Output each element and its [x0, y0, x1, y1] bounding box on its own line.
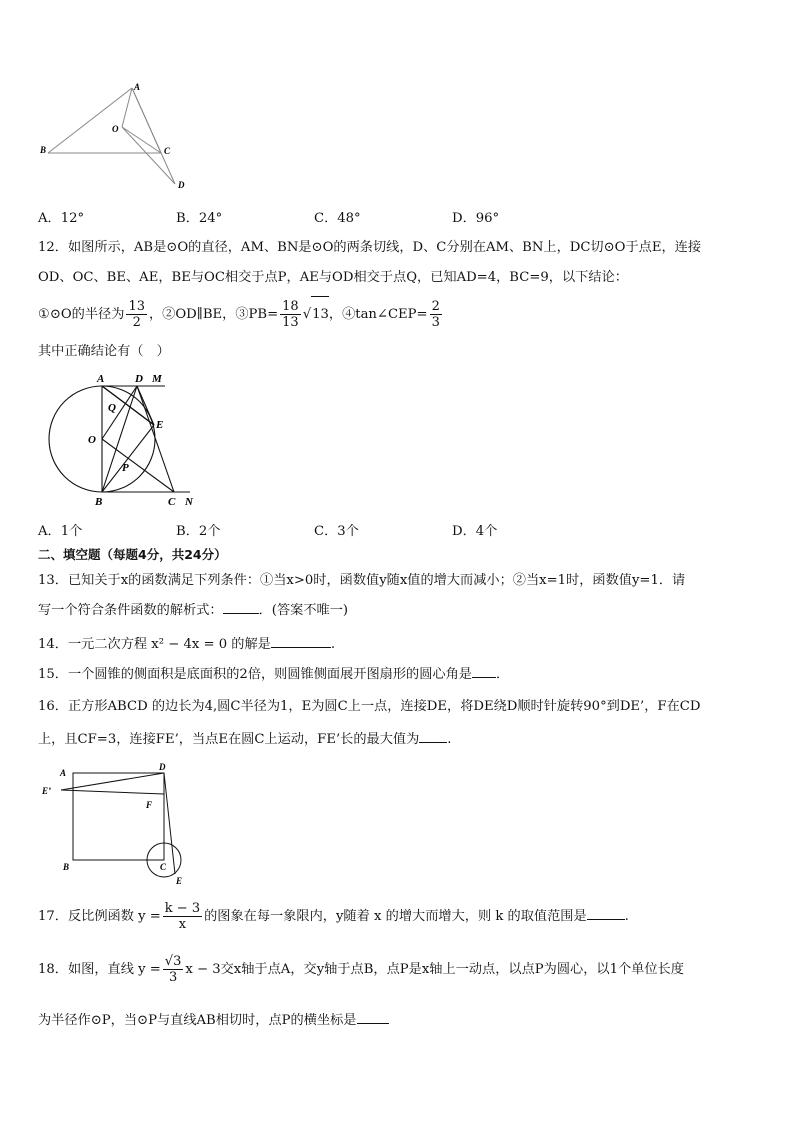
section-heading: 二、填空题（每题4分，共24分）: [38, 547, 227, 562]
q11-option-b: B．24°: [176, 211, 223, 226]
fig16-label-d: D: [159, 762, 166, 772]
q12-line-4: 其中正确结论有（ ）: [38, 344, 170, 359]
q16-figure: [38, 762, 198, 887]
q17-answer-blank: [587, 919, 625, 920]
q17-text: 17．反比例函数 y =: [38, 909, 161, 924]
fig12-label-e: E: [156, 419, 164, 431]
q12-option-c: C．3个: [314, 524, 359, 539]
q17-denominator: x: [178, 917, 187, 932]
q11-option-d: D．96°: [452, 211, 500, 226]
fig11-label-b: B: [40, 145, 47, 155]
q13-line-2: [38, 602, 348, 620]
q18-line-2-text: 为半径作⊙P，当⊙P与直线AB相切时，点P的横坐标是: [38, 1013, 357, 1028]
fig11-label-o: O: [112, 124, 119, 134]
q12-option-a: A．1个: [38, 524, 83, 539]
q12-c4-numerator: 2: [431, 299, 440, 314]
q16-line-2: [38, 731, 451, 749]
q12-c3-radicand: 13: [311, 296, 329, 333]
q13-answer-blank: [223, 613, 259, 614]
q17-line: [38, 897, 629, 937]
q12-c3-denominator: 13: [282, 315, 299, 330]
q11-figure: [36, 80, 196, 195]
q12-c1-numerator: 13: [128, 299, 145, 314]
q15-line: [38, 666, 509, 684]
q14-tail: .: [330, 637, 336, 652]
q18-answer-blank: [357, 1023, 389, 1024]
q13-line-2-text: 写一个符合条件函数的解析式：: [38, 603, 223, 618]
q12-figure: [40, 368, 210, 513]
q12-option-b: B．2个: [176, 524, 221, 539]
q12-c2-text: ，②OD∥BE，③PB=: [148, 307, 279, 322]
q16-line-1: 16．正方形ABCD 的边长为4,圆C半径为1，E为圆C上一点，连接DE，将DE绕D顺时针旋转90°到DE’，F在CD: [38, 699, 701, 714]
q17-text-2: 的图象在每一象限内，y随着 x 的增大而增大，则 k 的取值范围是: [204, 909, 587, 924]
fig12-label-q: Q: [108, 402, 116, 414]
q11-option-c: C．48°: [314, 211, 361, 226]
q12-c1-fraction: [126, 299, 147, 330]
q16-line-2-text: 上，且CF=3，连接FE’，当点E在圆C上运动，FE’长的最大值为: [38, 732, 420, 747]
fig12-label-b: B: [95, 496, 103, 508]
q12-conclusions: ①⊙O的半径为 $\frac{13}{2}$ ，②OD∥BE，③PB= $\frac{18}{13}$ √13，④tan∠CEP= $\frac{2}{3}$: [38, 296, 444, 333]
q18-line-2: [38, 1012, 389, 1030]
q14-text: 14．一元二次方程 x² − 4x = 0 的解是: [38, 637, 271, 652]
fig12-label-p: P: [122, 462, 129, 474]
fig12-label-c: C: [168, 496, 176, 508]
q18-fraction: [163, 954, 184, 985]
fig16-label-e-prime: E’: [42, 786, 51, 796]
fig12-label-d: D: [135, 373, 143, 385]
q18-text-2: x − 3交x轴于点A，交y轴于点B，点P是x轴上一动点，以点P为圆心，以1个单位长度: [185, 962, 684, 977]
q13-line-2-tail: ．(答案不唯一): [258, 603, 349, 618]
fig16-label-a: A: [60, 768, 67, 778]
q14-answer-blank: [271, 647, 331, 648]
q12-line-1: 12．如图所示，AB是⊙O的直径，AM、BN是⊙O的两条切线，D、C分别在AM、BN上，DC切⊙O于点E，连接: [38, 240, 702, 255]
q14-line: [38, 636, 335, 654]
fig16-label-f: F: [146, 800, 153, 810]
fig16-label-e: E: [176, 876, 183, 886]
q18-denominator: 3: [168, 970, 178, 985]
q15-text: 15．一个圆锥的侧面积是底面积的2倍，则圆锥侧面展开图扇形的圆心角是: [38, 667, 472, 682]
fig11-label-d: D: [178, 180, 185, 190]
q11-option-a: A．12°: [38, 211, 85, 226]
q12-line-2: OD、OC、BE、AE，BE与OC相交于点P，AE与OD相交于点Q，已知AD=4，BC=9，以下结论：: [38, 270, 628, 285]
fig11-label-c: C: [164, 146, 171, 156]
fig12-label-m: M: [152, 373, 162, 385]
q12-c1-denominator: 2: [132, 315, 141, 330]
q12-c3-fraction: [280, 299, 301, 330]
q17-tail: .: [624, 909, 629, 924]
fig16-label-c: C: [160, 862, 167, 872]
q18-line-1: [38, 950, 684, 990]
q17-fraction: [163, 901, 202, 932]
q16-tail: .: [447, 732, 452, 747]
fig12-label-n: N: [185, 496, 193, 508]
q12-c1-prefix: ①⊙O的半径为: [38, 307, 125, 322]
fig11-label-a: A: [134, 82, 141, 92]
q13-line-1: 13．已知关于x的函数满足下列条件：①当x>0时，函数值y随x值的增大而减小；②当x=1时，函数值y=1．请: [38, 573, 686, 588]
q12-option-d: D．4个: [452, 524, 498, 539]
q18-numerator: √3: [164, 954, 182, 969]
fig16-label-b: B: [63, 862, 70, 872]
fig12-label-a: A: [97, 373, 105, 385]
q17-numerator: k − 3: [164, 901, 201, 916]
q12-c4-text: ，④tan∠CEP=: [328, 307, 428, 322]
q15-answer-blank: [472, 677, 496, 678]
q16-answer-blank: [419, 742, 447, 743]
q12-c3-numerator: 18: [282, 299, 299, 314]
fig12-label-o: O: [88, 434, 96, 446]
q12-c4-fraction: [430, 299, 442, 330]
q12-c4-denominator: 3: [431, 315, 440, 330]
q15-tail: ．: [495, 667, 510, 682]
q18-text: 18．如图，直线 y =: [38, 962, 161, 977]
